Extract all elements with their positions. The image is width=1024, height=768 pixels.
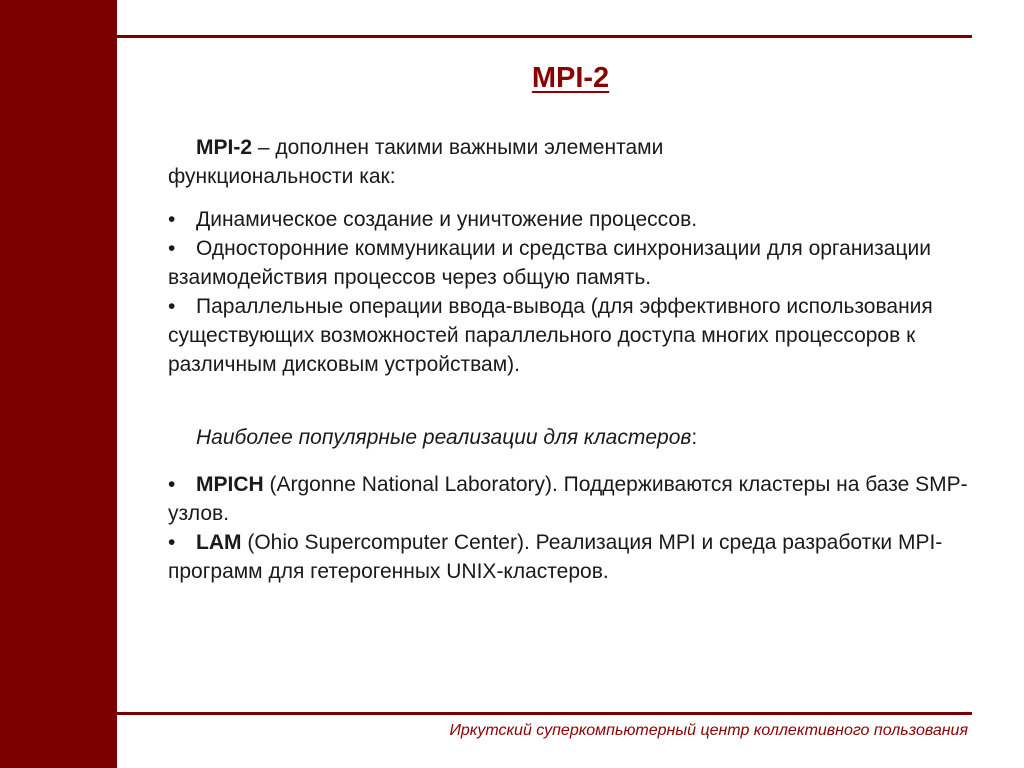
feature-text: Динамическое создание и уничтожение процессов. xyxy=(196,208,698,231)
list-item xyxy=(168,234,968,292)
implementation-name: MPICH xyxy=(196,473,264,496)
bullet-icon: • xyxy=(168,473,176,496)
implementations-heading-text: Наиболее популярные реализации для кластеров xyxy=(196,426,692,449)
implementations-heading xyxy=(168,423,968,452)
implementation-name: LAM xyxy=(196,531,242,554)
list-item xyxy=(168,470,968,528)
list-item xyxy=(168,292,968,379)
bullet-icon: • xyxy=(168,295,176,318)
bullet-icon: • xyxy=(168,208,176,231)
intro-paragraph xyxy=(168,133,968,191)
feature-text: Параллельные операции ввода-вывода (для эффективного использования существующих возможностей параллельного доступа многих процессоров к различным дисковым устройствам). xyxy=(168,295,933,376)
footer-organization: Иркутский суперкомпьютерный центр коллективного пользования xyxy=(449,722,968,739)
intro-text: – дополнен такими важными элементами xyxy=(252,136,664,159)
feature-text: Односторонние коммуникации и средства синхронизации для организации взаимодействия процессов через общую память. xyxy=(168,237,931,289)
list-item xyxy=(168,528,968,586)
left-sidebar-band xyxy=(0,0,117,768)
implementations-list xyxy=(168,470,968,586)
bottom-divider xyxy=(52,712,972,715)
intro-text-line2: функциональности как: xyxy=(168,165,396,188)
slide-title: MPI-2 xyxy=(531,62,610,94)
implementation-text: (Ohio Supercomputer Center). Реализация MPI и среда разработки MPI-программ для гетерогенных UNIX-кластеров. xyxy=(168,531,943,583)
slide-content xyxy=(168,133,968,586)
bullet-icon: • xyxy=(168,237,176,260)
implementation-text: (Argonne National Laboratory). Поддерживаются кластеры на базе SMP-узлов. xyxy=(168,473,968,525)
list-item xyxy=(168,205,968,234)
features-list xyxy=(168,205,968,379)
intro-bold-term: MPI-2 xyxy=(196,136,253,159)
top-divider xyxy=(52,35,972,38)
bullet-icon: • xyxy=(168,531,176,554)
implementations-heading-colon: : xyxy=(691,426,698,449)
